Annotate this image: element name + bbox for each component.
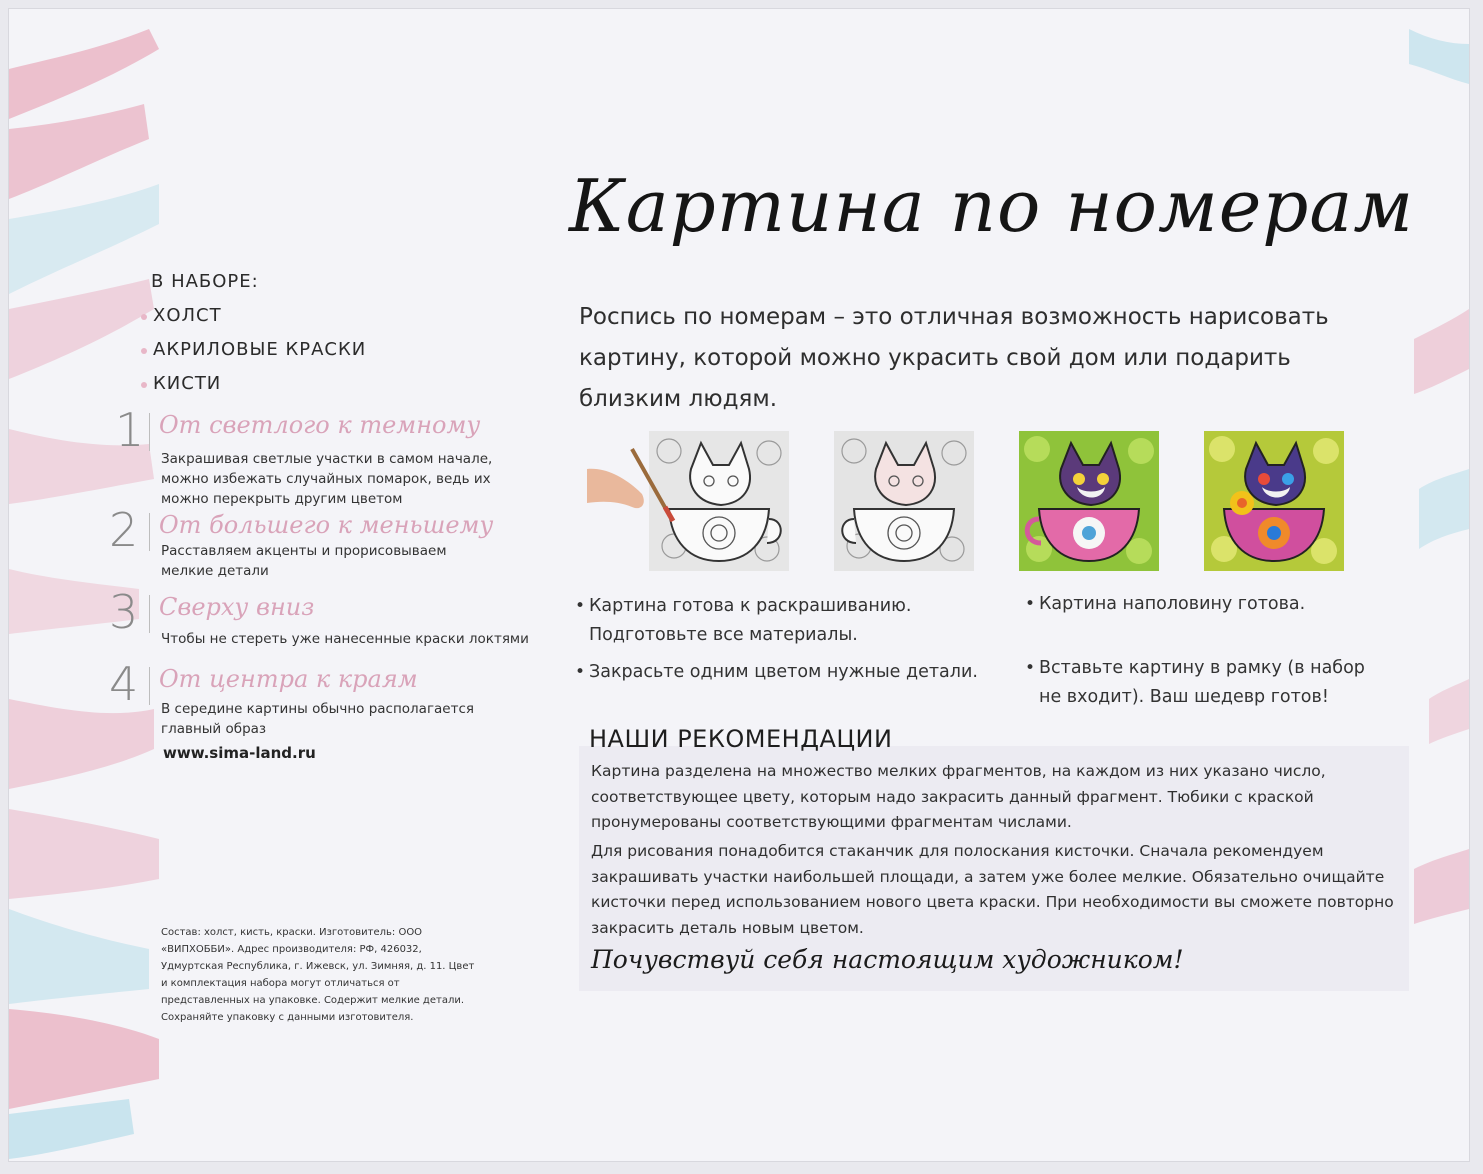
hand-with-brush-icon bbox=[587, 439, 677, 529]
cat-half-colored-image bbox=[1019, 431, 1159, 571]
page-title: Картина по номерам bbox=[569, 164, 1415, 248]
kit-item: ХОЛСТ bbox=[153, 305, 222, 326]
bullet-item: • Картина наполовину готова. bbox=[1025, 594, 1306, 614]
bullet-text: Картина готова к раскрашиванию. Подготовьте все материалы. bbox=[589, 596, 912, 645]
recommendations-heading: НАШИ РЕКОМЕНДАЦИИ bbox=[589, 725, 893, 753]
step-number: 1 bbox=[115, 403, 145, 457]
intro-text: Роспись по номерам – это отличная возможность нарисовать картину, которой можно украсить свой дом или подарить близким людям. bbox=[579, 304, 1329, 412]
step-text: Закрашивая светлые участки в самом начале, можно избежать случайных помарок, ведь их можно перекрыть другим цветом bbox=[161, 451, 493, 507]
step-text: Чтобы не стереть уже нанесенные краски локтями bbox=[161, 631, 529, 647]
bullet-item: • Вставьте картину в рамку (в набор не входит). Ваш шедевр готов! bbox=[1025, 658, 1365, 707]
cat-fully-colored-image bbox=[1204, 431, 1344, 571]
bullet-item: • Картина готова к раскрашиванию. Подготовьте все материалы. bbox=[575, 596, 912, 645]
step-text: В середине картины обычно располагается главный образ bbox=[161, 701, 475, 737]
step-divider bbox=[149, 413, 150, 451]
cat-outline-partly-colored-image bbox=[834, 431, 974, 571]
step-text: Расставляем акценты и прорисовываем мелкие детали bbox=[161, 543, 447, 579]
package-back bbox=[8, 8, 1470, 1162]
recommendation-paragraph: Картина разделена на множество мелких фрагментов, на каждом из них указано число, соответствующее цвету, которым надо закрасить данный фрагмент. Тюбики с краской пронумерованы соответствующими фрагментам числами. bbox=[591, 762, 1326, 831]
slogan: Почувствуй себя настоящим художником! bbox=[591, 945, 1184, 974]
bullet-text: Закрасьте одним цветом нужные детали. bbox=[589, 662, 978, 682]
step-title: От светлого к темному bbox=[159, 411, 481, 439]
step-divider bbox=[149, 667, 150, 705]
website-link[interactable]: www.sima-land.ru bbox=[163, 744, 316, 762]
recommendation-paragraph: Для рисования понадобится стаканчик для полоскания кисточки. Сначала рекомендуем закрашивать участки наибольшей площади, а затем уже более мелкие. Обязательно очищайте кисточки перед использованием нового цвета краски. При необходимости вы сможете повторно закрасить деталь новым цветом. bbox=[591, 842, 1394, 937]
bullet-text: Картина наполовину готова. bbox=[1039, 594, 1306, 614]
bullet-text: Вставьте картину в рамку (в набор не входит). Ваш шедевр готов! bbox=[1039, 658, 1365, 707]
kit-heading: В НАБОРЕ: bbox=[151, 271, 259, 292]
step-title: Сверху вниз bbox=[159, 593, 315, 621]
step-title: От центра к краям bbox=[159, 665, 418, 693]
step-divider bbox=[149, 513, 150, 551]
step-number: 3 bbox=[109, 585, 139, 639]
step-number: 2 bbox=[109, 503, 139, 557]
bullet-item: • Закрасьте одним цветом нужные детали. bbox=[575, 662, 978, 682]
kit-item: АКРИЛОВЫЕ КРАСКИ bbox=[153, 339, 367, 360]
step-divider bbox=[149, 595, 150, 633]
legal-text: Состав: холст, кисть, краски. Изготовитель: ООО «ВИПХОББИ». Адрес производителя: РФ, 426032, Удмуртская Республика, г. Ижевск, ул. Зимняя, д. 11. Цвет и комплектация набора могут отличаться от представленных на упаковке. Содержит мелкие детали. Сохраняйте упаковку с данными изготовителя. bbox=[161, 927, 475, 1023]
step-title: От большего к меньшему bbox=[159, 511, 494, 539]
step-number: 4 bbox=[109, 657, 139, 711]
kit-item: КИСТИ bbox=[153, 373, 222, 394]
